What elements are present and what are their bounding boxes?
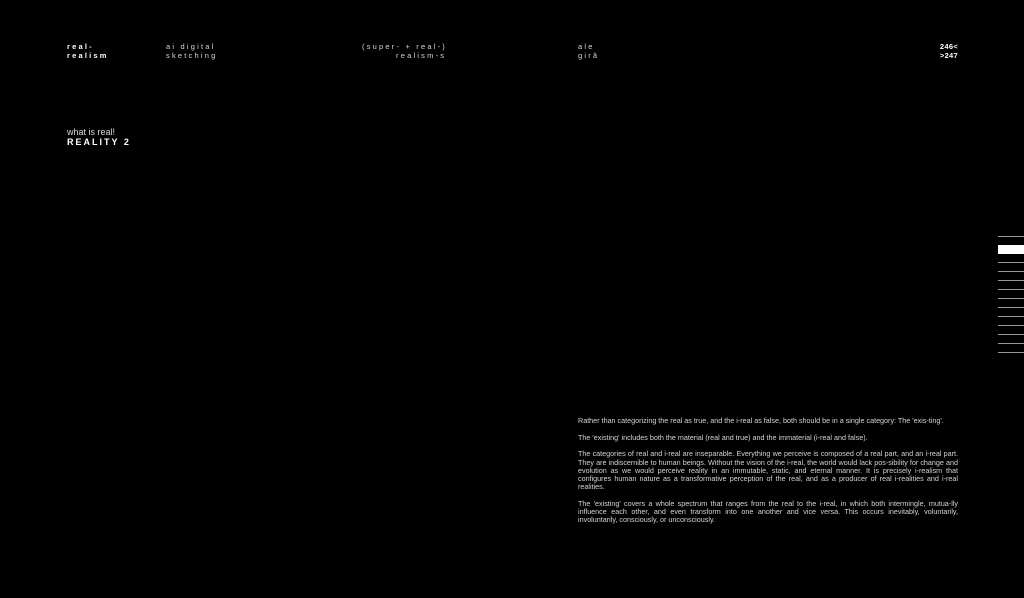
index-marker[interactable] [998,352,1024,353]
index-marker[interactable] [998,343,1024,344]
section-title: REALITY 2 [67,137,131,147]
index-marker[interactable] [998,262,1024,263]
header-book-title-line-2: realism [67,50,109,60]
header-author [578,43,599,60]
header-author-line-1: ale [578,42,595,51]
page-numbers [940,43,958,60]
section-question: what is real! [67,127,116,137]
header-book-title [67,43,109,60]
header-chapter-line-1: ai digital [166,42,216,51]
index-marker[interactable] [998,316,1024,317]
body-paragraph: The 'existing' includes both the material (real and true) and the immaterial (i-real and false). [578,432,868,442]
header-subject [362,43,447,60]
header-subject-line-2: realism-s [396,50,447,60]
index-marker[interactable] [998,236,1024,237]
header-chapter-line-2: sketching [166,50,218,60]
index-marker[interactable] [998,307,1024,308]
header-subject-line-1: (super- + real-) [362,42,448,51]
header-chapter [166,43,218,60]
index-marker[interactable] [998,271,1024,272]
index-marker-active[interactable] [998,245,1024,254]
header-book-title-line-1: real- [67,42,94,51]
body-paragraph: Rather than categorizing the real as true, and the i-real as false, both should be in a single category: The 'exis-ting'. [578,416,944,425]
page-index-nav [998,236,1024,361]
header-author-line-2: girâ [578,50,600,60]
index-marker[interactable] [998,289,1024,290]
index-marker[interactable] [998,298,1024,299]
body-paragraph: The categories of real and i-real are inseparable. Everything we perceive is composed of a real part, and an i-real part. They are indiscernible to human beings. Without the vision of the i-real, the world would lack pos-sibility for change and evolution as we would perceive reality in an immutable, static, and eternal manner. It is precisely i-realism that configures human nature as a transformative perception of the real, and as a producer of real i-realities and i-real realities. [578,449,958,492]
index-marker[interactable] [998,325,1024,326]
index-marker[interactable] [998,280,1024,281]
page-number-left[interactable]: 246< [939,42,958,51]
index-marker[interactable] [998,334,1024,335]
body-text [578,417,958,533]
page-number-right[interactable]: >247 [939,50,958,60]
body-paragraph: The 'existing' covers a whole spectrum that ranges from the real to the i-real, in which both intermingle, mutua-lly influence each other, and even transform into one another and vice versa. This occurs inevitably, voluntarily, involuntarily, consciously, or unconsciously. [578,498,958,525]
section-heading [67,127,131,148]
